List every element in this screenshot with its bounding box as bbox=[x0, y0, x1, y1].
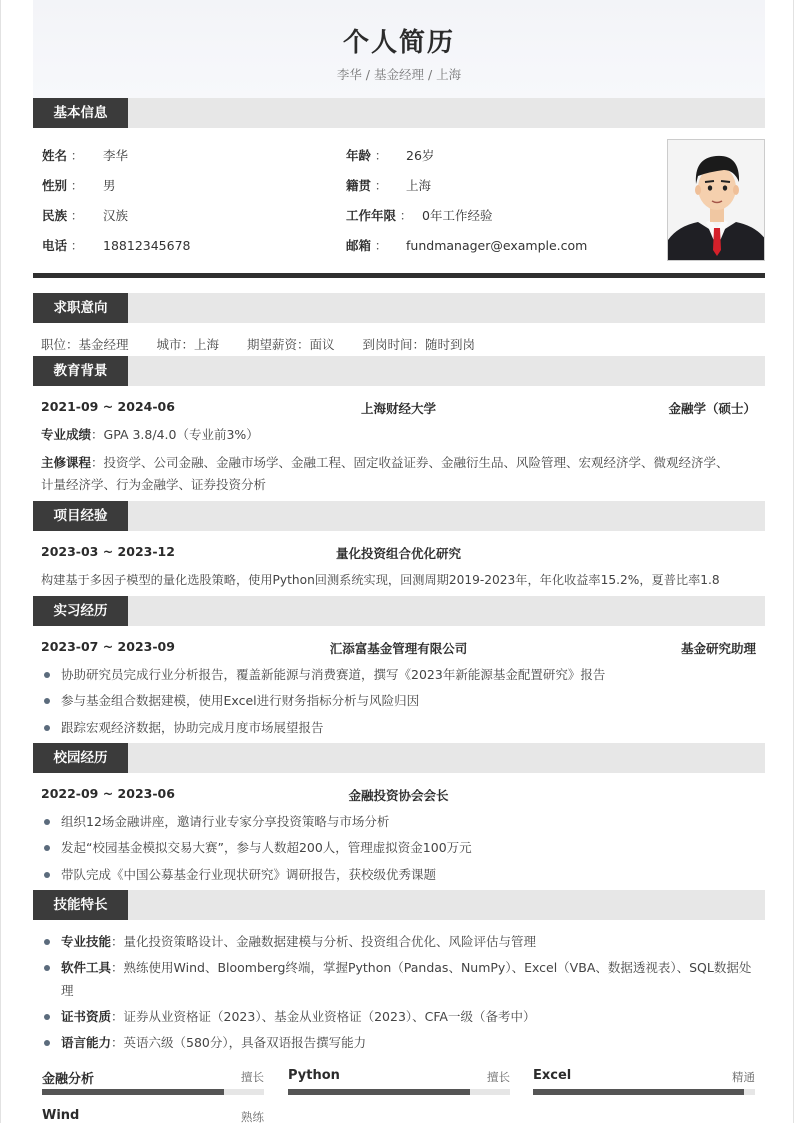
skill-bar-level: 擅长 bbox=[241, 1070, 264, 1084]
info-key: 邮箱 bbox=[346, 238, 372, 253]
section-label: 基本信息 bbox=[33, 98, 128, 128]
info-key: 年龄 bbox=[346, 148, 372, 163]
sep: ： bbox=[91, 427, 104, 442]
intent-city: 城市：上海 bbox=[156, 337, 220, 352]
courses-value-cont: 计量经济学、行为金融学、证券投资分析 bbox=[41, 477, 267, 492]
education-courses bbox=[41, 453, 756, 473]
info-value: 李华 bbox=[103, 148, 129, 163]
skill-bar-name: Python bbox=[288, 1068, 340, 1083]
skill-bar-fill bbox=[288, 1089, 470, 1095]
courses-key: 主修课程 bbox=[41, 455, 92, 470]
skill-software-cont: 理 bbox=[61, 983, 74, 998]
info-gender bbox=[42, 176, 116, 194]
sep: ： bbox=[111, 1009, 124, 1024]
skill-item-cert bbox=[41, 1007, 756, 1027]
project-row bbox=[41, 544, 756, 564]
info-key: 性别 bbox=[42, 178, 68, 193]
info-value: 汉族 bbox=[103, 208, 129, 223]
section-skills bbox=[33, 890, 765, 920]
info-key: 工作年限 bbox=[346, 208, 397, 223]
sep: ： bbox=[91, 455, 104, 470]
education-courses-cont bbox=[41, 475, 756, 495]
colon: ： bbox=[70, 238, 84, 253]
colon: ： bbox=[374, 148, 388, 163]
education-major: 金融学（硕士） bbox=[668, 401, 756, 416]
skill-bar-fill bbox=[533, 1089, 744, 1095]
avatar-illustration bbox=[668, 140, 765, 261]
section-label: 求职意向 bbox=[33, 293, 128, 323]
job-intent-line bbox=[41, 335, 756, 355]
skill-bar-wind bbox=[42, 1108, 264, 1123]
skill-bar-fill bbox=[42, 1089, 224, 1095]
info-value: fundmanager@example.com bbox=[406, 238, 588, 253]
info-key: 民族 bbox=[42, 208, 68, 223]
skill-bar-level: 熟练 bbox=[241, 1110, 264, 1123]
skill-bar-track bbox=[42, 1089, 264, 1095]
skill-key: 语言能力 bbox=[61, 1035, 112, 1050]
colon: ： bbox=[70, 148, 84, 163]
intent-salary: 期望薪资：面议 bbox=[247, 337, 335, 352]
education-school: 上海财经大学 bbox=[360, 401, 436, 416]
skill-item-lang bbox=[41, 1033, 756, 1053]
skill-bar-finance bbox=[42, 1068, 264, 1098]
info-origin bbox=[346, 176, 431, 194]
section-project bbox=[33, 501, 765, 531]
info-value: 26岁 bbox=[406, 148, 435, 163]
campus-dates: 2022-09 ~ 2023-06 bbox=[41, 786, 175, 801]
colon: ： bbox=[374, 178, 388, 193]
skill-bar-name: 金融分析 bbox=[42, 1072, 95, 1087]
info-ethnic bbox=[42, 206, 128, 224]
info-name bbox=[42, 146, 128, 164]
intent-arrival: 到岗时间：随时到岗 bbox=[362, 337, 476, 352]
info-value: 男 bbox=[103, 178, 116, 193]
skill-bar-excel bbox=[533, 1068, 755, 1098]
list-item: 协助研究员完成行业分析报告，覆盖新能源与消费赛道，撰写《2023年新能源基金配置研究》报告 bbox=[41, 665, 756, 685]
skill-value: 英语六级（580分），具备双语报告撰写能力 bbox=[123, 1035, 367, 1050]
sep: ： bbox=[111, 960, 124, 975]
info-value: 上海 bbox=[406, 178, 432, 193]
sep: ： bbox=[111, 1035, 124, 1050]
section-education bbox=[33, 356, 765, 386]
section-campus bbox=[33, 743, 765, 773]
info-age bbox=[346, 146, 434, 164]
colon: ： bbox=[374, 238, 388, 253]
campus-row bbox=[41, 786, 756, 806]
section-internship bbox=[33, 596, 765, 626]
intent-position: 职位：基金经理 bbox=[41, 337, 129, 352]
education-grade bbox=[41, 425, 756, 445]
section-job-intent bbox=[33, 293, 765, 323]
skill-key: 专业技能 bbox=[61, 934, 112, 949]
skill-key: 证书资质 bbox=[61, 1009, 112, 1024]
section-label: 项目经验 bbox=[33, 501, 128, 531]
list-item: 组织12场金融讲座，邀请行业专家分享投资策略与市场分析 bbox=[41, 812, 756, 832]
section-label: 实习经历 bbox=[33, 596, 128, 626]
list-item: 带队完成《中国公募基金行业现状研究》调研报告，获校级优秀课题 bbox=[41, 865, 756, 885]
skill-bar-python bbox=[288, 1068, 510, 1098]
skill-bar-name: Excel bbox=[533, 1068, 572, 1083]
info-key: 籍贯 bbox=[346, 178, 372, 193]
skill-value: 量化投资策略设计、金融数据建模与分析、投资组合优化、风险评估与管理 bbox=[123, 934, 537, 949]
grade-key: 专业成绩 bbox=[41, 427, 92, 442]
campus-role: 金融投资协会会长 bbox=[348, 788, 449, 803]
info-phone bbox=[42, 236, 191, 254]
info-value: 0年工作经验 bbox=[422, 208, 493, 223]
internship-role: 基金研究助理 bbox=[680, 641, 756, 656]
skill-bar-level: 精通 bbox=[732, 1070, 755, 1084]
skill-key: 软件工具 bbox=[61, 960, 112, 975]
section-label: 校园经历 bbox=[33, 743, 128, 773]
internship-company: 汇添富基金管理有限公司 bbox=[329, 641, 468, 656]
list-item: 发起“校园基金模拟交易大赛”，参与人数超200人，管理虚拟资金100万元 bbox=[41, 838, 756, 858]
skill-bar-name: Wind bbox=[42, 1108, 80, 1123]
education-dates: 2021-09 ~ 2024-06 bbox=[41, 399, 175, 414]
skill-bar-level: 擅长 bbox=[487, 1070, 510, 1084]
info-key: 姓名 bbox=[42, 148, 68, 163]
internship-dates: 2023-07 ~ 2023-09 bbox=[41, 639, 175, 654]
skill-item-software bbox=[41, 958, 756, 978]
courses-value: 投资学、公司金融、金融市场学、金融工程、固定收益证券、金融衍生品、风险管理、宏观经济学、微观经济学、 bbox=[103, 455, 729, 470]
colon: ： bbox=[70, 208, 84, 223]
info-work-years bbox=[346, 206, 492, 224]
grade-value: GPA 3.8/4.0（专业前3%） bbox=[103, 427, 259, 442]
section-label: 教育背景 bbox=[33, 356, 128, 386]
section-basic-info bbox=[33, 98, 765, 128]
list-item: 跟踪宏观经济数据，协助完成月度市场展望报告 bbox=[41, 718, 756, 738]
education-row bbox=[41, 399, 756, 419]
section-label: 技能特长 bbox=[33, 890, 128, 920]
info-key: 电话 bbox=[42, 238, 68, 253]
skill-value: 证券从业资格证（2023）、基金从业资格证（2023）、CFA一级（备考中） bbox=[123, 1009, 536, 1024]
project-desc: 构建基于多因子模型的量化选股策略，使用Python回测系统实现，回测周期2019-2023年，年化收益率15.2%，夏普比率1.8 bbox=[41, 573, 720, 587]
skill-item-pro bbox=[41, 932, 756, 952]
page-subtitle: 李华 / 基金经理 / 上海 bbox=[336, 67, 462, 82]
project-dates: 2023-03 ~ 2023-12 bbox=[41, 544, 175, 559]
page-title: 个人简历 bbox=[342, 28, 455, 58]
colon: ： bbox=[70, 178, 84, 193]
info-value: 18812345678 bbox=[103, 238, 191, 253]
info-email bbox=[346, 236, 587, 254]
skill-bar-track bbox=[288, 1089, 510, 1095]
divider-rule bbox=[33, 273, 765, 278]
sep: ： bbox=[111, 934, 124, 949]
list-item: 参与基金组合数据建模，使用Excel进行财务指标分析与风险归因 bbox=[41, 691, 756, 711]
project-name: 量化投资组合优化研究 bbox=[335, 546, 461, 561]
internship-row bbox=[41, 639, 756, 659]
skill-value: 熟练使用Wind、Bloomberg终端，掌握Python（Pandas、NumPy）、Excel（VBA、数据透视表）、SQL数据处 bbox=[123, 960, 752, 975]
skill-bar-track bbox=[533, 1089, 755, 1095]
resume-header bbox=[33, 0, 765, 98]
colon: ： bbox=[399, 208, 413, 223]
avatar-photo bbox=[667, 139, 765, 261]
